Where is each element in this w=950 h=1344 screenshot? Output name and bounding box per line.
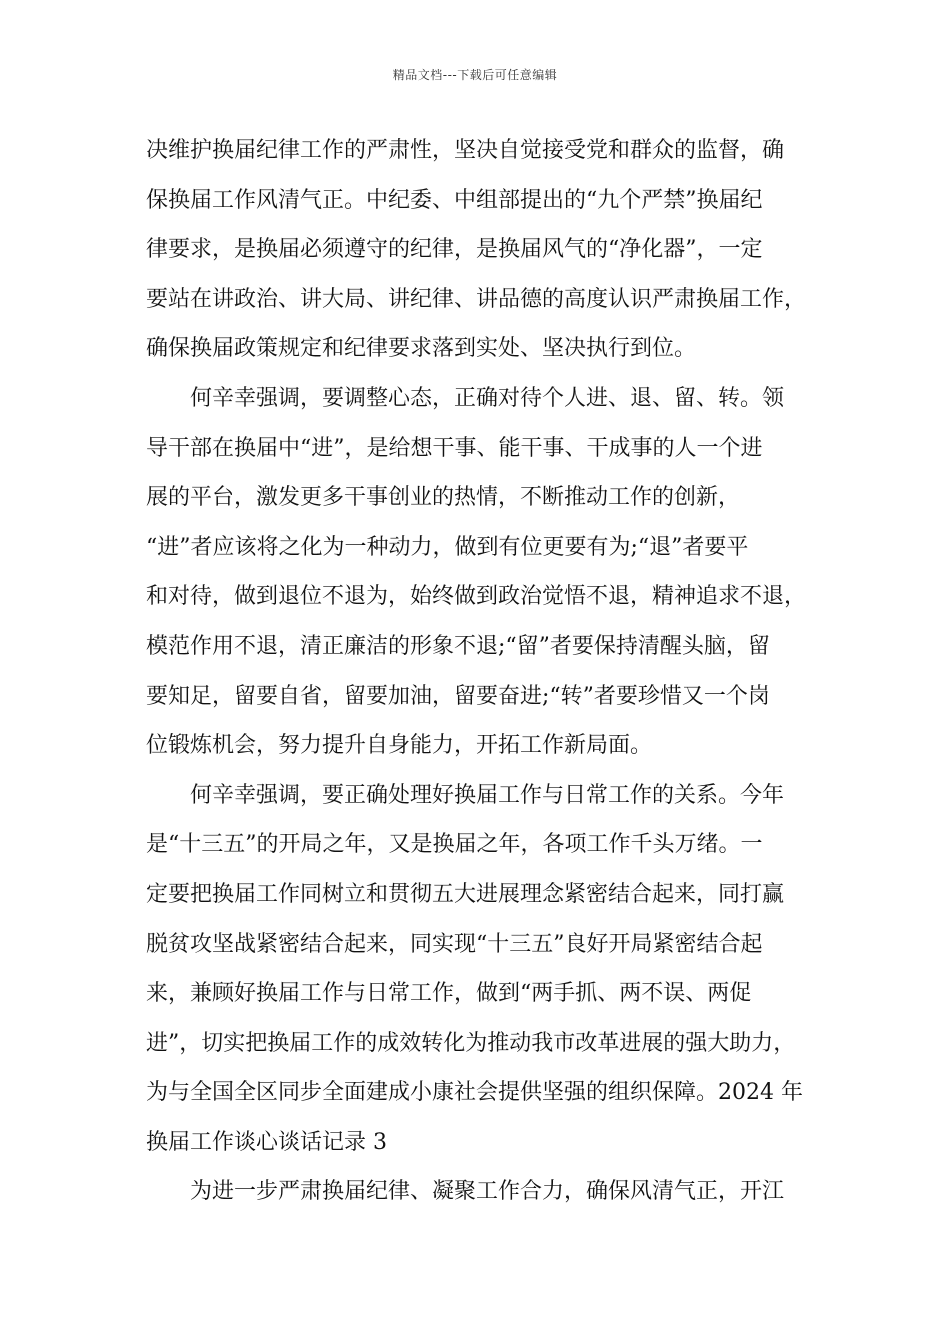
text-line: 决维护换届纪律工作的严肃性，坚决自觉接受党和群众的监督，确 [146,138,785,163]
text-line: 为与全国全区同步全面建成小康社会提供坚强的组织保障。2024 年 [146,1080,803,1106]
text-line: 何辛幸强调，要调整心态，正确对待个人进、退、留、转。领 [190,385,785,411]
paragraph [146,126,826,374]
text-line: 来，兼顾好换届工作与日常工作，做到“两手抓、两不误、两促 [146,981,752,1007]
text-line: 律要求，是换届必须遵守的纪律，是换届风气的“净化器”，一定 [146,237,763,263]
text-line: 定要把换届工作同树立和贯彻五大进展理念紧密结合起来，同打赢 [146,881,785,907]
page-header: 精品文档---下载后可任意编辑 [392,68,558,82]
text-line: 脱贫攻坚战紧密结合起来，同实现“十三五”良好开局紧密结合起 [146,931,763,957]
text-line: 展的平台，激发更多干事创业的热情，不断推动工作的创新， [146,485,741,511]
text-line: 为进一步严肃换届纪律、凝聚工作合力，确保风清气正，开江 [190,1179,785,1205]
paragraph [146,1167,826,1217]
text-line: 进”，切实把换届工作的成效转化为推动我市改革进展的强大助力， [146,1030,796,1056]
document-body [146,126,826,1217]
paragraph [146,771,826,1168]
text-line: 保换届工作风清气正。中纪委、中组部提出的“九个严禁”换届纪 [146,187,763,213]
text-line: 要站在讲政治、讲大局、讲纪律、讲品德的高度认识严肃换届工作， [146,286,807,312]
text-line: 导干部在换届中“进”，是给想干事、能干事、干成事的人一个进 [146,435,763,461]
text-line: 和对待，做到退位不退为，始终做到政治觉悟不退，精神追求不退， [146,584,807,610]
text-line: 何辛幸强调，要正确处理好换届工作与日常工作的关系。今年 [190,782,785,808]
text-line: 换届工作谈心谈话记录 3 [146,1129,387,1155]
text-line: 确保换届政策规定和纪律要求落到实处、坚决执行到位。 [146,336,697,362]
text-line: 位锻炼机会，努力提升自身能力，开拓工作新局面。 [146,733,653,759]
text-line: 要知足，留要自省，留要加油，留要奋进;“转”者要珍惜又一个岗 [146,683,770,709]
text-line: “进”者应该将之化为一种动力，做到有位更要有为;“退”者要平 [146,534,749,560]
text-line: 是“十三五”的开局之年，又是换届之年，各项工作千头万绪。一 [146,832,763,858]
paragraph [146,374,826,771]
text-line: 模范作用不退，清正廉洁的形象不退;“留”者要保持清醒头脑，留 [146,633,770,659]
